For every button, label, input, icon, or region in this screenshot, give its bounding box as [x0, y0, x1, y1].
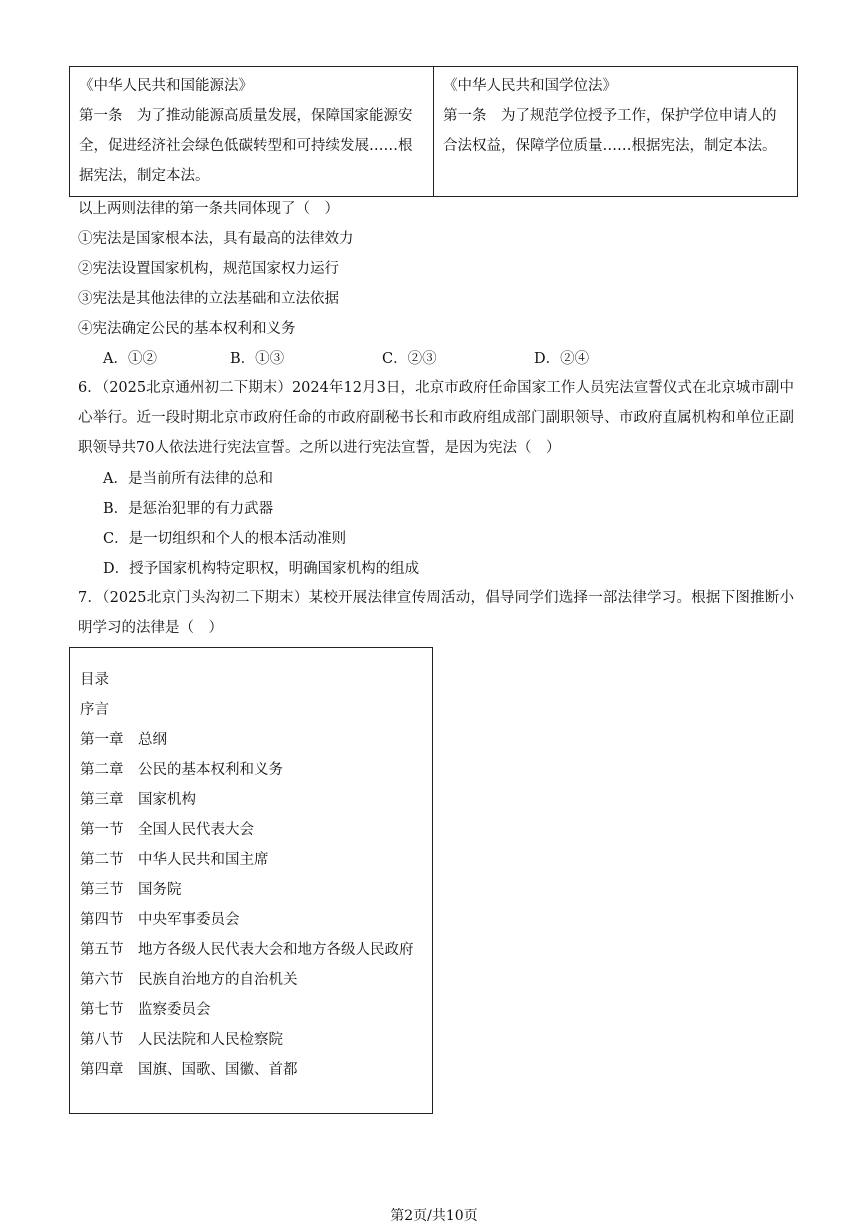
- q6-option-d[interactable]: D．授予国家机构特定职权，明确国家机构的组成: [103, 561, 420, 577]
- toc-item: 第二章 公民的基本权利和义务: [80, 762, 283, 778]
- q6-option-c[interactable]: C．是一切组织和个人的根本活动准则: [103, 531, 347, 547]
- q7-stem: 7．（2025北京门头沟初二下期末）某校开展法律宣传周活动，倡导同学们选择一部法律学习。根据下图推断小明学习的法律是（ ）: [78, 590, 794, 636]
- table-of-contents: [69, 647, 433, 1114]
- q5-option-a[interactable]: A．①②: [103, 351, 157, 367]
- law-title: 《中华人民共和国能源法》: [79, 78, 253, 94]
- toc-item: 第四节 中央军事委员会: [80, 912, 240, 928]
- q6-option-b[interactable]: B．是惩治犯罪的有力武器: [103, 501, 274, 517]
- q5-option-b[interactable]: B．①③: [230, 351, 285, 367]
- q6-stem: 6．（2025北京通州初二下期末）2024年12月3日，北京市政府任命国家工作人员宪法宣誓仪式在北京城市副中心举行。近一段时期北京市政府任命的市政府副秘书长和市政府组成部门副职领导、市政府直属机构和单位正副职领导共70人依法进行宪法宣誓。之所以进行宪法宣誓，是因为宪法（ ）: [78, 380, 794, 456]
- law-text: 第一条 为了推动能源高质量发展，保障国家能源安全，促进经济社会绿色低碳转型和可持续发展……根据宪法，制定本法。: [79, 108, 413, 184]
- q5-statement-4: ④宪法确定公民的基本权利和义务: [78, 321, 296, 337]
- q5-stem: 以上两则法律的第一条共同体现了（ ）: [78, 201, 339, 217]
- toc-item: 序言: [80, 702, 109, 718]
- q5-option-c[interactable]: C．②③: [382, 351, 437, 367]
- energy-law-cell: [70, 67, 433, 196]
- toc-item: 目录: [80, 672, 109, 688]
- law-text: 第一条 为了规范学位授予工作，保护学位申请人的合法权益，保障学位质量……根据宪法，制定本法。: [443, 108, 777, 154]
- degree-law-cell: [433, 67, 797, 196]
- toc-item: 第七节 监察委员会: [80, 1002, 211, 1018]
- toc-item: 第六节 民族自治地方的自治机关: [80, 972, 298, 988]
- toc-item: 第一章 总纲: [80, 732, 167, 748]
- q5-statement-2: ②宪法设置国家机构，规范国家权力运行: [78, 261, 339, 277]
- toc-item: 第五节 地方各级人民代表大会和地方各级人民政府: [80, 942, 414, 958]
- law-comparison-table: [69, 66, 798, 197]
- law-title: 《中华人民共和国学位法》: [443, 78, 617, 94]
- q5-statement-3: ③宪法是其他法律的立法基础和立法依据: [78, 291, 339, 307]
- toc-item: 第八节 人民法院和人民检察院: [80, 1032, 283, 1048]
- toc-item: 第四章 国旗、国歌、国徽、首都: [80, 1062, 298, 1078]
- page-number: 第2页/共10页: [390, 1208, 478, 1224]
- q5-option-d[interactable]: D．②④: [534, 351, 590, 367]
- q5-statement-1: ①宪法是国家根本法，具有最高的法律效力: [78, 231, 354, 247]
- toc-item: 第三节 国务院: [80, 882, 182, 898]
- toc-item: 第二节 中华人民共和国主席: [80, 852, 269, 868]
- q6-option-a[interactable]: A．是当前所有法律的总和: [103, 471, 273, 487]
- toc-item: 第三章 国家机构: [80, 792, 196, 808]
- toc-item: 第一节 全国人民代表大会: [80, 822, 254, 838]
